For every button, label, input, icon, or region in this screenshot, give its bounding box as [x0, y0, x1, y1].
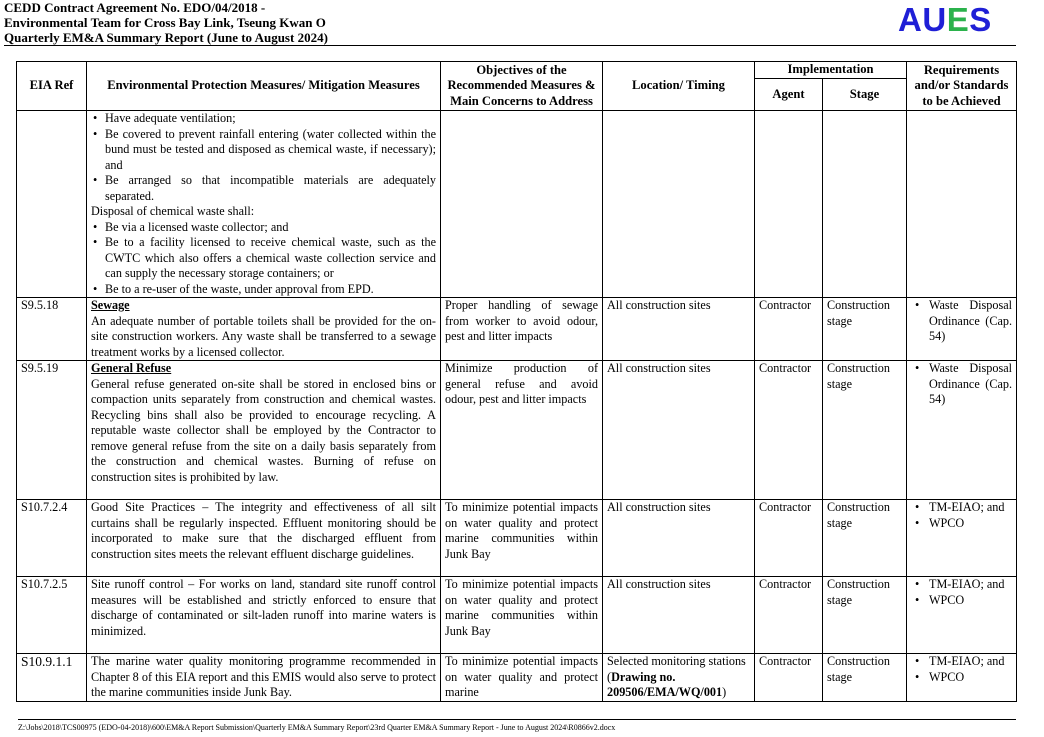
cell-agent: Contractor — [755, 577, 823, 654]
location-close: ) — [722, 685, 727, 699]
col-objectives: Objectives of the Recommended Measures & Main Concerns to Address — [441, 62, 603, 111]
table-row — [17, 361, 1017, 500]
cell-location: All construction sites — [603, 361, 755, 500]
cell-location: All construction sites — [603, 298, 755, 361]
measure-text: General refuse generated on-site shall be stored in enclosed bins or compaction units separately from construction and chemical wastes. Recycling bins shall also be provided to encourage recycling. A reputable waste collector shall be employed by the Contractor to remove general refuse from the site on a daily basis separately from the construction and chemical wastes. Burning of refuse on construction sites is prohibited by law. — [91, 376, 436, 484]
measure-title: Sewage — [91, 298, 130, 312]
cell-stage — [823, 111, 907, 298]
col-eia-ref: EIA Ref — [17, 62, 87, 111]
chemical-storage-list — [91, 111, 436, 204]
list-item: • Be covered to prevent rainfall entering (water collected within the bund must be tested and disposed as chemical waste, if necessary); and — [91, 127, 436, 174]
cell-objective: To minimize potential impacts on water quality and protect marine — [441, 654, 603, 702]
footer-rule — [18, 719, 1016, 720]
cell-stage: Construction stage — [823, 298, 907, 361]
list-item: • Be to a facility licensed to receive chemical waste, such as the CWTC which also offers a chemical waste collection service and can supply the necessary storage containers; or — [91, 235, 436, 282]
list-item: • TM-EIAO; and — [911, 500, 1012, 516]
list-item: • TM-EIAO; and — [911, 654, 1012, 670]
cell-objective: Minimize production of general refuse and avoid odour, pest and litter impacts — [441, 361, 603, 500]
list-item: • TM-EIAO; and — [911, 577, 1012, 593]
table-row — [17, 500, 1017, 577]
header-row-1 — [17, 62, 1017, 79]
cell-requirements — [907, 298, 1017, 361]
cell-ref — [17, 111, 87, 298]
col-agent: Agent — [755, 79, 823, 111]
col-stage: Stage — [823, 79, 907, 111]
drawing-reference: Drawing no. 209506/EMA/WQ/001 — [607, 669, 723, 699]
cell-stage: Construction stage — [823, 577, 907, 654]
table-row — [17, 577, 1017, 654]
list-item: • WPCO — [911, 670, 1012, 686]
footer-file-path: Z:\Jobs\2018\TCS00975 (EDO-04-2018)\600\EM&A Report Submission\Quarterly EM&A Summary Report\23rd Quarter EM&A Summary Report - June to August 2024\R0866v2.docx — [18, 723, 616, 732]
cell-objective — [441, 111, 603, 298]
col-implementation: Implementation — [755, 62, 907, 79]
table-row — [17, 654, 1017, 702]
list-item: • Be arranged so that incompatible materials are adequately separated. — [91, 173, 436, 204]
cell-agent: Contractor — [755, 361, 823, 500]
logo-letter-s: S — [969, 1, 992, 38]
document-header — [4, 0, 328, 45]
aues-logo — [898, 2, 992, 38]
cell-agent: Contractor — [755, 298, 823, 361]
cell-stage: Construction stage — [823, 500, 907, 577]
cell-ref: S10.7.2.5 — [17, 577, 87, 654]
chemical-disposal-list — [91, 220, 436, 298]
table-row — [17, 298, 1017, 361]
list-item: • Waste Disposal Ordinance (Cap. 54) — [911, 361, 1012, 408]
cell-measures — [87, 111, 441, 298]
cell-objective: Proper handling of sewage from worker to avoid odour, pest and litter impacts — [441, 298, 603, 361]
cell-ref: S10.7.2.4 — [17, 500, 87, 577]
requirements-list — [911, 298, 1012, 345]
cell-ref: S9.5.18 — [17, 298, 87, 361]
cell-objective: To minimize potential impacts on water quality and protect marine communities within Junk Bay — [441, 577, 603, 654]
cell-measures: Good Site Practices – The integrity and effectiveness of all silt curtains shall be regularly inspected. Effluent monitoring should be incorporated to make sure that the discharged effluent from construction sites meets the relevant effluent discharge guidelines. — [87, 500, 441, 577]
cell-requirements — [907, 111, 1017, 298]
table-row-continuation — [17, 111, 1017, 298]
list-item: • Waste Disposal Ordinance (Cap. 54) — [911, 298, 1012, 345]
col-location: Location/ Timing — [603, 62, 755, 111]
cell-measures: Site runoff control – For works on land, standard site runoff control measures will be established and strictly enforced to ensure that discharge of contaminated or silt-laden runoff into marine waters is minimized. — [87, 577, 441, 654]
measure-text: An adequate number of portable toilets shall be provided for the on-site construction workers. Any waste shall be transferred to a sewage treatment works by a licensed collector. — [91, 313, 436, 359]
cell-agent: Contractor — [755, 654, 823, 702]
list-item: • WPCO — [911, 516, 1012, 532]
col-measures: Environmental Protection Measures/ Mitigation Measures — [87, 62, 441, 111]
requirements-list — [911, 577, 1012, 608]
cell-agent: Contractor — [755, 500, 823, 577]
cell-agent — [755, 111, 823, 298]
requirements-list — [911, 500, 1012, 531]
cell-measures — [87, 298, 441, 361]
cell-measures: The marine water quality monitoring programme recommended in Chapter 8 of this EIA report and this EMIS would also serve to protect the marine communities inside Junk Bay. — [87, 654, 441, 702]
cell-location — [603, 111, 755, 298]
cell-requirements — [907, 500, 1017, 577]
cell-requirements — [907, 654, 1017, 702]
disposal-subheading: Disposal of chemical waste shall: — [91, 204, 255, 218]
measure-title: General Refuse — [91, 361, 172, 375]
cell-stage: Construction stage — [823, 361, 907, 500]
cell-location: All construction sites — [603, 577, 755, 654]
logo-letter-e: E — [946, 1, 970, 38]
header-rule — [4, 45, 1016, 46]
cell-location: All construction sites — [603, 500, 755, 577]
cell-location — [603, 654, 755, 702]
cell-objective: To minimize potential impacts on water quality and protect marine communities within Junk Bay — [441, 500, 603, 577]
logo-letter-u: U — [922, 1, 947, 38]
cell-ref: S9.5.19 — [17, 361, 87, 500]
list-item: • WPCO — [911, 593, 1012, 609]
requirements-list — [911, 361, 1012, 408]
cell-stage: Construction stage — [823, 654, 907, 702]
cell-requirements — [907, 577, 1017, 654]
requirements-list — [911, 654, 1012, 685]
list-item: • Be to a re-user of the waste, under approval from EPD. — [91, 282, 436, 298]
mitigation-measures-table — [16, 61, 1017, 702]
list-item: • Be via a licensed waste collector; and — [91, 220, 436, 236]
logo-letter-a: A — [898, 1, 923, 38]
list-item: • Have adequate ventilation; — [91, 111, 436, 127]
location-text: Selected monitoring stations ( — [607, 654, 746, 684]
header-team-line: Environmental Team for Cross Bay Link, Tseung Kwan O — [4, 15, 326, 30]
cell-ref: S10.9.1.1 — [17, 654, 87, 702]
header-contract-line: CEDD Contract Agreement No. EDO/04/2018 - — [4, 0, 266, 15]
cell-requirements — [907, 361, 1017, 500]
col-requirements: Requirements and/or Standards to be Achieved — [907, 62, 1017, 111]
cell-measures — [87, 361, 441, 500]
header-report-line: Quarterly EM&A Summary Report (June to August 2024) — [4, 30, 328, 45]
